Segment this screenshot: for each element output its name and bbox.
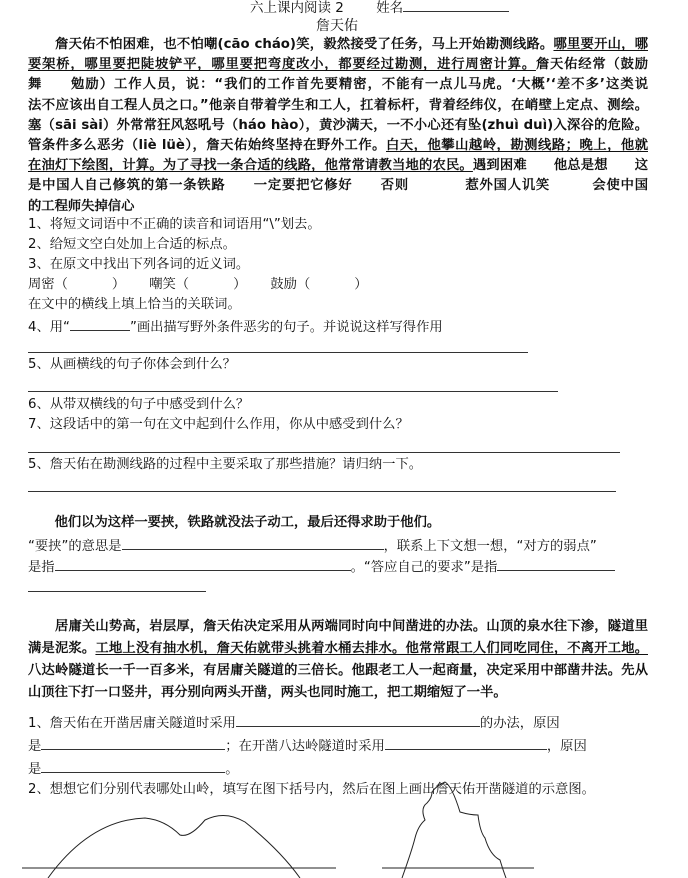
paren: ） [111,277,126,292]
question-2: 2、给短文空白处加上合适的标点。 [28,237,236,252]
name-label: 姓名 [376,0,404,16]
passage-2: 他们以为这样一要挟，铁路就没法子动工，最后还得求助于他们。 [28,515,441,530]
passage-text: 詹天佑不怕困难，也不怕嘲(cāo cháo)笑，毅然接受了任务，马上开始勘测线路。 [28,37,554,52]
passage-text: 居庸关山势高，岩层厚，詹天佑决定采用从两端同时向中间凿进的办法。山顶的泉水往下渗，隧道里 [28,619,648,634]
synonym-word: 嘲笑（ [149,277,190,292]
question-6: 6、从带双横线的句子中感受到什么？ [28,397,250,412]
passage-text: 满是泥浆。 [28,641,96,656]
passage-text: 塞（sāi sài）外常常狂风怒吼号（háo hào），黄沙满天，一不小心还有坠(zhuì duì)入深谷的危险。 [28,117,648,133]
underlined-sentence: 白天，他攀山越岭，勘测线路；晚上，他就 [386,138,648,153]
q-text: 是 [28,762,42,777]
paren: ） [233,277,247,292]
underlined-sentence: 要架桥，哪里要把陡坡铲平，哪里要把弯度改小，都要经过勘测，进行周密计算。 [28,57,536,73]
q-text: ，原因 [546,739,587,754]
passage-text: 的工程师失掉信心 [28,198,135,214]
question-3: 3、在原文中找出下列各词的近义词。 [28,257,250,272]
q-text: “要挟”的意思是 [28,539,122,554]
q-text: 。 [225,762,239,777]
q-text: 的办法，原因 [479,716,560,731]
p3-question-2: 2、想想它们分别代表哪处山岭，填写在图下括号内，然后在图上画出詹天佑开凿隧道的示意图。 [28,782,595,797]
q-text: ；在开凿八达岭隧道时采用 [225,739,385,754]
q-text: ，联系上下文想一想，“对方的弱点” [383,539,597,554]
passage-text: 遇到困难 他总是想 这 [472,158,648,174]
paren: ） [354,277,368,292]
q-text: 是指 [28,560,55,575]
juyongguan-mountain [48,815,300,878]
question-7: 7、这段话中的第一句在文中起到什么作用，你从中感受到什么？ [28,417,409,432]
badaling-mountain [402,782,506,878]
passage-text: 舞 勉励）工作人员，说：“我们的工作首先要精密，不能有一点儿马虎。‘大概’‘差不多’这类说 [28,77,648,93]
q4-text: 4、用“ [28,320,70,335]
passage-title: 詹天佑 [316,18,358,34]
passage-text: 山顶往下打一口竖井，再分别向两头开凿，两头也同时施工，把工期缩短了一半。 [28,685,507,700]
passage-text: 詹天佑经常（鼓励 [535,57,648,73]
passage-text: 八达岭隧道长一千一百多米，有居庸关隧道的三倍长。他跟老工人一起商量，决定采用中部凿井法。先从 [28,663,648,678]
passage-text: 法不应该出自工程人员之口。”他亲自带着学生和工人，扛着标杆，背着经纬仪，在峭壁上定点、测绘。 [28,97,648,113]
passage-text: 管条件多么恶劣（liè lüè），詹天佑始终坚持在野外工作。 [28,138,386,153]
question-1: 1、将短文词语中不正确的读音和词语用“\”划去。 [28,217,321,232]
q-text: 1、詹天佑在开凿居庸关隧道时采用 [28,716,236,731]
q-text: 。“答应自己的要求”是指 [350,560,498,575]
question-8: 5、詹天佑在勘测线路的过程中主要采取了那些措施？请归纳一下。 [28,457,423,472]
q4-text: ”画出描写野外条件恶劣的句子。并说说这样写得作用 [129,320,443,335]
question-3b: 在文中的横线上填上恰当的关联词。 [28,297,241,312]
passage-text: 是中国人自己修筑的第一条铁路 一定要把它修好 否则 惹外国人讥笑 会使中国 [28,178,648,194]
worksheet-title: 六上课内阅读 2 [250,0,344,16]
synonym-word: 周密（ [28,277,68,292]
underlined-sentence: 哪里要开山，哪 [553,37,648,52]
underlined-sentence: 在油灯下绘图，计算。为了寻找一条合适的线路，他常常请教当地的农民。 [28,158,473,174]
q-text: 是 [28,739,42,754]
underlined-sentence: 工地上没有抽水机，詹天佑就带头挑着水桶去排水。他常常跟工人们同吃同住，不离开工地。 [95,641,648,656]
synonym-word: 鼓励（ [270,277,311,292]
question-5: 5、从画横线的句子你体会到什么？ [28,357,236,372]
